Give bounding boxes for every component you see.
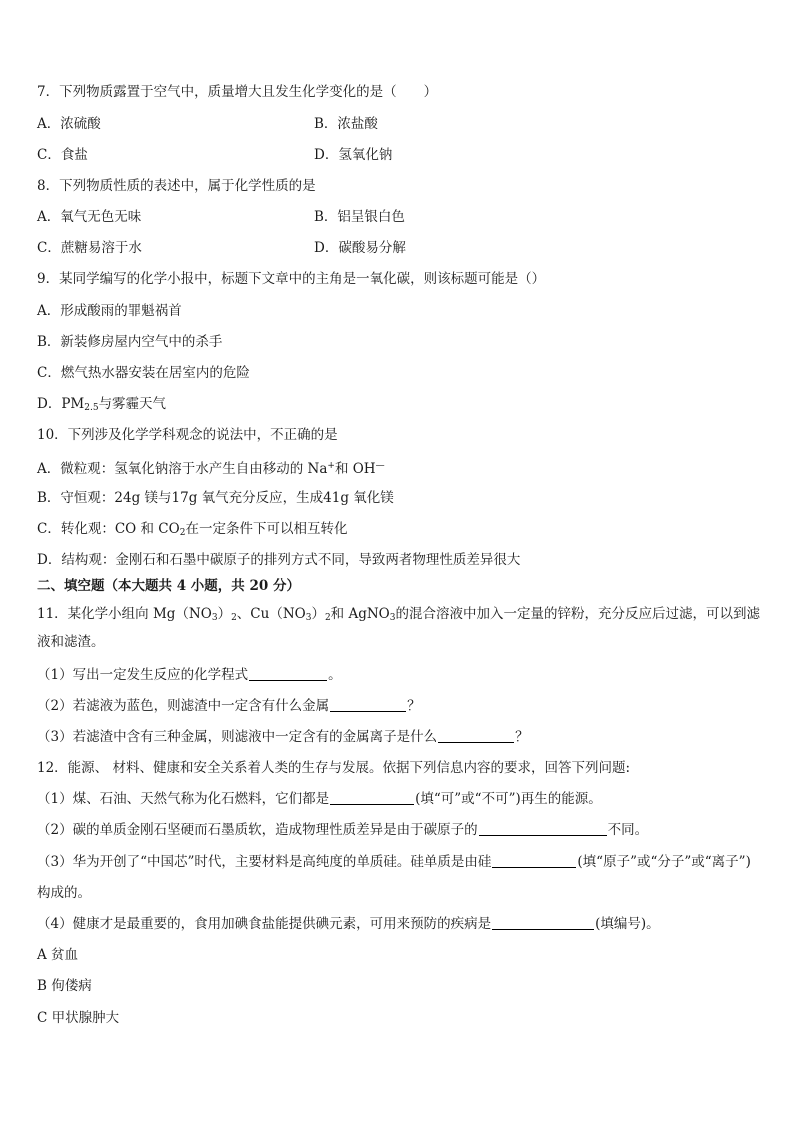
q12-part3-cont: 构成的。	[37, 885, 91, 901]
q11-stem-line1: 11．某化学小组向 $Mg(NO_3)_2$、$Cu(NO_3)_2$和 AgNO$_3$的混合溶液中加入一定量的锌粉，充分反应后过滤，可以到滤	[37, 606, 760, 623]
q8-option-a: A．氧气无色无味	[37, 209, 142, 225]
q10-option-a: A．微粒观：氢氧化钠溶于水产生自由移动的 Na+和 OH—	[37, 461, 385, 477]
q7-option-a: A．浓硫酸	[37, 116, 101, 132]
q7-stem: 7．下列物质露置于空气中，质量增大且发生化学变化的是（ ）	[37, 84, 438, 100]
q12-part2: （2）碳的单质金刚石坚硬而石墨质软，造成物理性质差异是由于碳原子的 不同。	[37, 822, 649, 838]
q12-option-b: B 佝偻病	[37, 978, 92, 994]
q10-option-c: C．转化观：CO 和 $CO_2$在一定条件下可以相互转化	[37, 521, 348, 538]
q12-option-c: C 甲状腺肿大	[37, 1010, 120, 1026]
q7-option-d: D．氢氧化钠	[314, 147, 393, 163]
q11-stem-line2: 液和滤渣。	[37, 634, 105, 650]
q12-part4: （4）健康才是最重要的，食用加碘食盐能提供碘元素，可用来预防的疾病是 (填编号)。	[37, 916, 660, 932]
answer-blank[interactable]	[330, 698, 406, 712]
answer-blank[interactable]	[492, 916, 594, 930]
q10-option-b: B．守恒观：24g 镁与17g 氧气充分反应，生成41g 氧化镁	[37, 490, 394, 506]
answer-blank[interactable]	[492, 854, 576, 868]
answer-blank[interactable]	[330, 791, 414, 805]
q10-stem: 10．下列涉及化学学科观念的说法中，不正确的是	[37, 427, 338, 443]
q8-option-b: B．铝呈银白色	[314, 209, 405, 225]
section-heading: 二、填空题（本大题共 4 小题，共 20 分）	[37, 578, 300, 594]
q9-stem: 9．某同学编写的化学小报中，标题下文章中的主角是一氧化碳，则该标题可能是（）	[37, 271, 546, 287]
q7-option-c: C．食盐	[37, 147, 88, 163]
q11-part1: （1）写出一定发生反应的化学程式 。	[37, 667, 342, 683]
q12-part1: （1）煤、石油、天然气称为化石燃料，它们都是 (填“可”或“不可”)再生的能源。	[37, 791, 602, 807]
q12-stem: 12．能源、 材料、健康和安全关系着人类的生存与发展。依据下列信息内容的要求，回答下列问题:	[37, 760, 631, 776]
answer-blank[interactable]	[438, 729, 514, 743]
q9-option-b: B．新装修房屋内空气中的杀手	[37, 334, 223, 350]
q12-part3: （3）华为开创了“中国芯”时代，主要材料是高纯度的单质硅。硅单质是由硅 (填“原子”或“分子”或“离子”)	[37, 854, 751, 870]
q9-option-c: C．燃气热水器安装在居室内的危险	[37, 365, 250, 381]
q7-option-b: B．浓盐酸	[314, 116, 378, 132]
q8-option-d: D．碳酸易分解	[314, 240, 406, 256]
q11-part2: （2）若滤液为蓝色，则滤渣中一定含有什么金属 ？	[37, 698, 421, 714]
q8-option-c: C．蔗糖易溶于水	[37, 240, 142, 256]
q10-option-d: D．结构观：金刚石和石墨中碳原子的排列方式不同，导致两者物理性质差异很大	[37, 552, 521, 568]
q9-option-a: A．形成酸雨的罪魁祸首	[37, 303, 182, 319]
q11-part3: （3）若滤渣中含有三种金属，则滤液中一定含有的金属离子是什么 ？	[37, 729, 529, 745]
answer-blank[interactable]	[249, 667, 327, 681]
q9-option-d: D．$PM_{2.5}$与雾霾天气	[37, 396, 167, 413]
q8-stem: 8．下列物质性质的表述中，属于化学性质的是	[37, 178, 316, 194]
answer-blank[interactable]	[479, 822, 607, 836]
q12-option-a: A 贫血	[37, 947, 79, 963]
